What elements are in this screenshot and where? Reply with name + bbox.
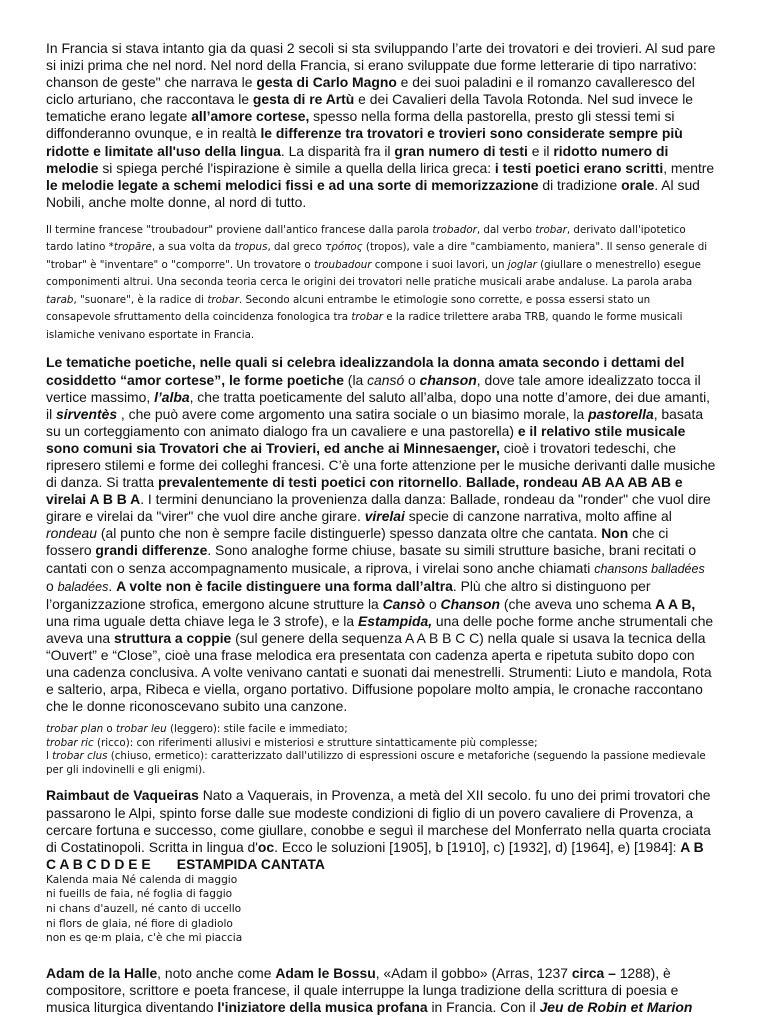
raimbaut-paragraph bbox=[46, 787, 716, 872]
themes-text: . bbox=[108, 577, 117, 594]
intro-text: e dei Cavalieri della Tavola Rotonda. Nel sud invece le tematiche erano legate bbox=[46, 91, 694, 125]
etym-italic: τρόπος bbox=[325, 241, 363, 254]
themes-text: o bbox=[404, 371, 420, 388]
adam-work-title: Jeu de Robin et Marion bbox=[539, 999, 693, 1016]
trobar-item bbox=[46, 723, 716, 737]
intro-bold: all’amore cortese, bbox=[191, 108, 310, 125]
trobar-text: (ricco): con riferimenti allusivi e misteriosi e strutture sintatticamente più complesse; bbox=[93, 736, 538, 749]
adam-text: in Francia. Con il bbox=[427, 999, 540, 1016]
intro-text: In Francia si stava intanto gia da quasi 2 secoli si sta sviluppando l’arte dei trovatori e dei trovieri. Al sud pare si inizi prima che nel nord. Nel nord della Francia, si erano sviluppate due forme letterarie di tipo narrativo: chanson de geste" che narrava le bbox=[46, 40, 716, 91]
themes-bold: grandi differenze bbox=[95, 542, 208, 559]
themes-text: una rima uguale detta chiave lega le 3 strofe), e la bbox=[46, 612, 358, 629]
etym-text: . Secondo alcuni entrambe le etimologie sono corrette, e possa essersi stato un consapevole sfruttamento della coincidenza fonologica tra bbox=[46, 293, 651, 324]
etym-text: (giullare o menestrello) esegue componimenti altrui. Una seconda teoria cerca le origini dei trovatori nelle pratiche musicali arabe andaluse. La parola araba bbox=[46, 258, 702, 289]
poem-line: Kalenda maia Né calenda di maggio bbox=[46, 873, 238, 886]
themes-text: (che aveva uno schema bbox=[499, 595, 656, 612]
themes-text: , dove tale amore idealizzato tocca il vertice massimo, bbox=[46, 371, 701, 405]
themes-text: . Sono analoghe forme chiuse, basate su simili strutture basiche, brani recitati o cantati con o senza accompagnamento musicale, a riprova, i virelai sono anche chiamati bbox=[46, 542, 697, 576]
intro-text: . La disparità fra il bbox=[280, 142, 395, 159]
themes-bold: Non bbox=[601, 525, 629, 542]
raimbaut-scheme: A B C A B C D D E E bbox=[46, 838, 704, 872]
trobar-item bbox=[46, 750, 716, 777]
themes-text: (sul genere della sequenza A A B B C C) nella quale si usava la tecnica della “Ouvert” e “Close”, cioè una frase melodica era presentata con cadenza aperta e ripetuta subito dopo con una cadenza conclusiva. A volte venivano cantati e suonati dai menestrelli. Strumenti: Liuto e mandola, Rota e salterio, arpa, Ribeca e viella, organo portativo. Diffusione popolare molto ampia, le cronache raccontano che le donne riconoscevano subito una canzone. bbox=[46, 629, 712, 715]
intro-bold: le differenze tra trovatori e trovieri sono considerate sempre più ridotte e limitate all'uso della lingua bbox=[46, 125, 683, 159]
adam-text: , noto anche come bbox=[157, 964, 276, 981]
trobar-text: o bbox=[103, 723, 117, 736]
adam-name: Adam de la Halle bbox=[46, 964, 158, 981]
themes-bold-italic: pastorella bbox=[588, 405, 654, 422]
themes-text: cioè i trovatori tedeschi, che ripresero stilemi e forme dei colleghi francesi. C’è una forte attenzione per le musiche derivanti dalle musiche di danza. Si tratta bbox=[46, 439, 716, 491]
adam-paragraph bbox=[46, 965, 716, 1016]
poem-line: ni fueills de faia, né foglia di faggio bbox=[46, 888, 233, 901]
themes-text: specie di canzone narrativa, molto affine al bbox=[404, 508, 672, 525]
themes-bold: A A B, bbox=[655, 595, 696, 612]
trobar-term: trobar plan bbox=[46, 723, 104, 736]
themes-text: una delle poche forme anche strumentali che aveva una bbox=[46, 612, 714, 646]
themes-text: , che tratta poeticamente del saluto all’alba, dopo una notte d’amore, dei due amanti, il bbox=[46, 388, 711, 422]
etym-text: , "suonare", è la radice di bbox=[73, 293, 208, 306]
trobar-text: l bbox=[46, 750, 53, 763]
themes-text: o bbox=[425, 595, 441, 612]
themes-bold-italic: Estampida, bbox=[357, 612, 433, 629]
themes-bold-italic: Chanson bbox=[440, 595, 500, 612]
intro-text: spesso nella forma della pastorella, presto gli stessi temi si diffonderanno ovunque, e in realtà bbox=[46, 108, 675, 142]
themes-text: (la bbox=[343, 371, 368, 388]
themes-italic: cansó bbox=[367, 371, 405, 388]
trobar-item bbox=[46, 737, 716, 751]
themes-bold-italic: chanson bbox=[419, 371, 477, 388]
etym-italic: trobador bbox=[432, 223, 477, 236]
intro-bold: gesta di re Artù bbox=[252, 91, 355, 108]
etym-text: compone i suoi lavori, un bbox=[371, 258, 508, 271]
etymology-paragraph bbox=[46, 222, 716, 345]
adam-text: 1288), è compositore, scrittore e poeta francese, il quale interruppe la lunga tradizione della scrittura di poesia e musica liturgica diventando bbox=[46, 964, 679, 1016]
themes-text: , basata su un corteggiamento con animato dialogo fra un cavaliere e una pastorella) bbox=[46, 405, 704, 439]
adam-bold: l'iniziatore della musica profana bbox=[217, 999, 428, 1016]
etym-text: e la radice trilettere araba TRB, quando le forme musicali islamiche venivano esportate in Francia. bbox=[46, 311, 683, 341]
trobar-term: trobar ric bbox=[46, 736, 94, 749]
themes-text: , che può avere come argomento una satira sociale o un biasimo morale, la bbox=[117, 405, 589, 422]
themes-bold-italic: sirventès bbox=[56, 405, 118, 422]
trobar-text: (chiuso, ermetico): caratterizzato dall'utilizzo di espressioni oscure e metaforiche (seguendo la passione medievale per gli indovinelli e gli enigmi). bbox=[46, 750, 706, 776]
etym-italic: tropus bbox=[234, 241, 268, 254]
themes-paragraph bbox=[46, 354, 716, 715]
adam-bold: Adam le Bossu bbox=[275, 964, 376, 981]
etym-text: , dal verbo bbox=[476, 223, 536, 236]
themes-bold: prevalentemente di testi poetici con ritornello bbox=[157, 474, 459, 491]
trobar-text: (leggero): stile facile e immediato; bbox=[166, 723, 348, 736]
intro-bold: gesta di Carlo Magno bbox=[256, 74, 397, 91]
themes-bold-italic: Cansò bbox=[382, 595, 426, 612]
intro-bold: le melodie legate a schemi melodici fissi e ad una sorte di memorizzazione bbox=[46, 176, 539, 193]
intro-text: e dei suoi paladini e il romanzo cavalleresco del ciclo arturiano, che raccontava le bbox=[46, 74, 695, 108]
trobar-styles-list bbox=[46, 723, 716, 777]
adam-text: , «Adam il gobbo» (Arras, 1237 bbox=[375, 964, 572, 981]
etym-italic: trobar bbox=[535, 223, 567, 236]
themes-text: che ci fossero bbox=[46, 525, 669, 559]
raimbaut-bold: oc bbox=[257, 838, 275, 855]
raimbaut-text: Nato a Vaquerais, in Provenza, a metà del XII secolo. fu uno dei primi trovatori che passarono le Alpi, spinto forse dalle sue modeste condizioni di figlio di un povero cavaliere di Provenza, a cercare fortuna e successo, come giullare, conobbe e seguì il marchese del Monferrato nella quarta crociata di Costatinopoli. Scritta in lingua d' bbox=[46, 787, 711, 855]
themes-bold-italic: l’alba bbox=[154, 388, 190, 405]
themes-italic: chansons balladées bbox=[594, 561, 705, 576]
intro-text: si spiega perché l'ispirazione è simile a quella della lirica greca: bbox=[98, 159, 495, 176]
themes-bold: Le tematiche poetiche, nelle quali si celebra idealizzandola la donna amata secondo i dettami del cosiddetto “amor cortese”, le forme poetiche bbox=[46, 354, 685, 388]
intro-text: . Al sud Nobili, anche molte donne, al nord di tutto. bbox=[46, 176, 700, 210]
poem-line: ni flors de glaia, né fiore di gladiolo bbox=[46, 917, 233, 930]
intro-bold: i testi poetici erano scritti bbox=[494, 159, 664, 176]
etym-italic: trobar bbox=[207, 293, 239, 306]
intro-bold: ridotto numero di melodie bbox=[46, 142, 669, 176]
etym-italic: trobar bbox=[351, 311, 384, 324]
intro-text: di tradizione bbox=[538, 176, 622, 193]
themes-text: . Plù che altro si distinguono per l’organizzazione strofica, emergono alcune strutture la bbox=[46, 577, 651, 612]
intro-text: e il bbox=[527, 142, 554, 159]
trobar-term: trobar leu bbox=[116, 723, 167, 736]
raimbaut-form: ESTAMPIDA CANTATA bbox=[176, 855, 325, 872]
themes-bold-italic: virelai bbox=[364, 508, 405, 525]
themes-italic: baladées bbox=[57, 579, 109, 594]
raimbaut-name: Raimbaut de Vaqueiras bbox=[46, 787, 199, 804]
intro-bold: gran numero di testi bbox=[394, 142, 528, 159]
themes-text: o bbox=[46, 577, 58, 594]
themes-bold: e il relativo stile musicale sono comuni sia Trovatori che ai Trovieri, ed anche ai Minnesaenger, bbox=[46, 422, 686, 456]
raimbaut-text: . Ecco le soluzioni [1905], b [1910], c) [1932], d) [1964], e) [1984]: bbox=[274, 838, 681, 855]
intro-text: , mentre bbox=[663, 159, 715, 176]
etym-italic: joglar bbox=[507, 258, 537, 271]
themes-bold: A volte non è facile distinguere una forma dall’altra bbox=[116, 577, 453, 594]
etym-text: , a sua volta da bbox=[151, 241, 235, 254]
trobar-term: trobar clus bbox=[52, 750, 108, 763]
etym-italic: troubadour bbox=[313, 258, 372, 271]
intro-bold: orale bbox=[621, 176, 655, 193]
etym-text: , derivato dall'ipotetico tardo latino * bbox=[46, 223, 686, 254]
themes-text: (al punto che non è sempre facile distinguerle) spesso danzata oltre che cantata. bbox=[96, 525, 602, 542]
themes-italic: rondeau bbox=[46, 525, 97, 542]
themes-bold: Ballade, rondeau AB AA AB AB e virelai A B B A bbox=[46, 474, 683, 508]
etym-italic: tarab bbox=[46, 293, 74, 306]
themes-bold: struttura a coppie bbox=[113, 629, 232, 646]
etym-text: Il termine francese "troubadour" proviene dall'antico francese dalla parola bbox=[46, 223, 433, 236]
poem-line: non es qe·m plaia, c'è che mi piaccia bbox=[46, 932, 243, 945]
etym-italic: tropāre bbox=[113, 241, 152, 254]
etym-text: , dal greco bbox=[267, 241, 326, 254]
poem-verses bbox=[46, 873, 716, 946]
adam-bold: circa – bbox=[571, 964, 616, 981]
themes-text: . I termini denunciano la provenienza dalla danza: Ballade, rondeau da "ronder" che vuol dire girare e virelai da "virer" che vuol dire anche girare. bbox=[46, 491, 711, 525]
document-page bbox=[46, 40, 716, 1016]
intro-paragraph bbox=[46, 40, 716, 211]
raimbaut-section bbox=[46, 787, 716, 945]
etym-text: (tropos), vale a dire "cambiamento, maniera". Il senso generale di "trobar" è "inventare" o "comporre". Un trovatore o bbox=[46, 241, 708, 271]
poem-line: ni chans d'auzell, né canto di uccello bbox=[46, 903, 242, 916]
themes-text: . bbox=[458, 474, 466, 491]
